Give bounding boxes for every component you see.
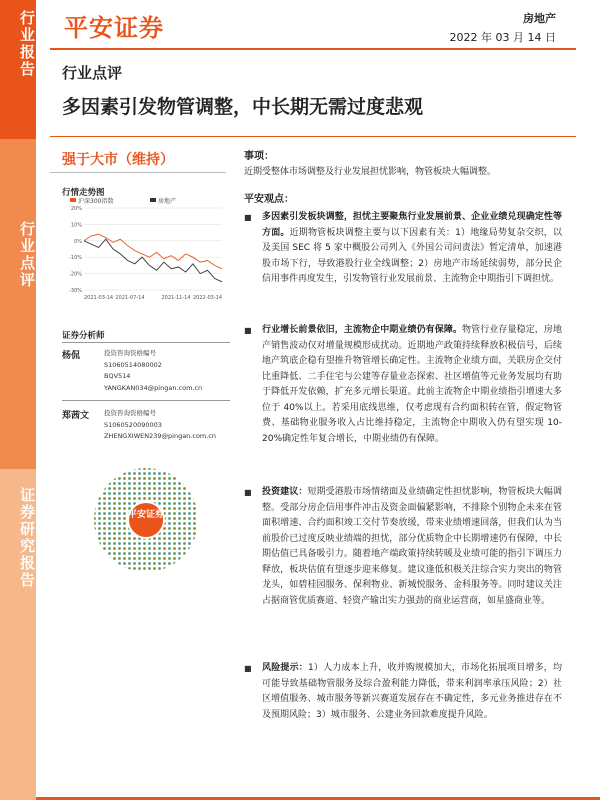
side-band-report: [0, 0, 36, 139]
series-line-sector: [84, 239, 222, 282]
side-label-type: 行业点评: [18, 221, 36, 289]
point-lead: 投资建议：: [262, 487, 308, 497]
report-type: 行业点评: [62, 64, 123, 82]
analyst-email[interactable]: ZHENGXIWEN239@pingan.com.cn: [104, 432, 217, 440]
rating-label: 强于大市（维持）: [62, 152, 174, 168]
y-tick-label: -20%: [69, 271, 82, 278]
side-band-research: [0, 469, 36, 800]
analyst-info: [104, 348, 202, 394]
analyst-info: [104, 408, 216, 443]
point-text: 短期受港股市场情绪面及业绩确定性担忧影响，物管板块大幅调整。受部分房企信用事件冲击及资金面偏紧影响，不排除个别物企未来在管面积增速、合约面积竣工交付节奏放缓，带来业绩增速回落，但我们认为当前股价已过度反映业绩端的担忧，部分优质物企中长期增速仍有保障，中长期估值已具备吸引力。随着地产端政策持续转暖及业绩可能的指引下调压力释放，板块估值有望逐步迎来修复。建议逢低积极关注综合实力突出的物管龙头，如碧桂园服务、保利物业、新城悦服务、金科服务等。同时建议关注占据商管优质赛道、轻资产输出实力强劲的商业运营商，如星盛商业等。: [262, 487, 562, 606]
analyst-name: 郑茜文: [62, 411, 90, 421]
report-date: 2022 年 03 月 14 日: [449, 31, 556, 44]
point-lead: 风险提示：: [262, 663, 308, 673]
analyst-divider: [62, 342, 230, 343]
analyst-cert-label: 投资咨询资格编号: [104, 349, 156, 357]
rating-divider: [50, 172, 226, 173]
title-divider: [50, 136, 576, 137]
chart-title: 行情走势图: [62, 188, 105, 198]
point-paragraph: [262, 210, 562, 288]
views-title: 平安观点：: [244, 194, 294, 205]
qr-center: [129, 503, 163, 537]
events-title: 事项：: [244, 151, 274, 162]
legend-label-index: 沪深300指数: [78, 198, 114, 205]
header-divider: [50, 48, 576, 50]
point-lead: 多因素引发板块调整，担忧主要聚焦行业发展前景、企业业绩兑现确定性等方面。: [262, 212, 562, 238]
y-tick-label: 0%: [74, 238, 82, 245]
qr-code[interactable]: [92, 466, 200, 574]
side-label-research: 证券研究报告: [18, 487, 36, 589]
analyst-divider: [62, 400, 230, 401]
x-tick-label: 2021-07-14: [115, 295, 145, 301]
events-text: 近期受整体市场调整及行业发展担忧影响，物管板块大幅调整。: [244, 166, 497, 177]
x-tick-label: 2021-11-14: [161, 295, 191, 301]
industry-label: 房地产: [523, 12, 556, 25]
point-paragraph: [262, 323, 562, 447]
company-logo: 平安证券: [64, 13, 164, 42]
price-chart: [62, 196, 230, 304]
y-tick-label: 10%: [70, 222, 82, 229]
point-paragraph: [262, 485, 562, 609]
analyst-section-title: 证券分析师: [62, 331, 105, 341]
y-tick-label: 20%: [70, 206, 82, 212]
side-band-type: [0, 139, 36, 469]
bullet-icon: ■: [244, 664, 252, 673]
legend-label-sector: 房地产: [158, 198, 177, 205]
x-tick-label: 2022-03-14: [192, 295, 222, 301]
x-tick-label: 2021-03-14: [84, 295, 114, 301]
bullet-icon: ■: [244, 213, 252, 222]
analyst-id: BQV514: [104, 372, 131, 380]
analyst-cert-label: 投资咨询资格编号: [104, 409, 156, 417]
point-text: 1）人力成本上升，收并购规模加大，市场化拓展项目增多，均可能导致基础物管服务及综合盈利能力降低，带来利润率承压风险；2）社区增值服务、城市服务等新兴赛道发展存在不确定性，多元业务推进存在不及预期风险；3）城市服务、公建业务回款难度提升风险。: [262, 663, 562, 720]
legend-swatch-sector: [150, 198, 156, 202]
events-section: [244, 149, 562, 180]
analyst-email[interactable]: YANGKAN034@pingan.com.cn: [104, 383, 203, 392]
side-label-report: 行业报告: [18, 10, 36, 78]
bullet-icon: ■: [244, 488, 252, 497]
series-line-index: [84, 234, 222, 269]
legend-swatch-index: [70, 198, 76, 202]
analyst-name: 杨侃: [62, 351, 81, 361]
bullet-icon: ■: [244, 326, 252, 335]
analyst-cert-no: S1060520090003: [104, 420, 162, 429]
report-title: 多因素引发物管调整，中长期无需过度悲观: [62, 96, 424, 118]
y-tick-label: -30%: [69, 288, 82, 294]
point-text: 物管行业存量稳定，房地产销售波动仅对增量规模形成扰动。近期地产政策持续释放积极信号，后续地产筑底企稳有望推升物管增长确定性。主流物企业绩方面，关联房企交付比重降低、二手住宅与公建等存量业态探索、社区增值等元业务发展均有助于降低开发依赖，扩充多元增长渠道。此前主流物企中期业绩指引增速大多位于 40%以上。若采用底线思维，仅考虑现有合约面积转在管，假定物管费、基础物业服务收入占比维持稳定，主流物企中期收入仍有望实现 10-20%确定性年复合增长，中期业绩仍有保障。: [262, 325, 562, 444]
analyst-cert-no: S1060514080002: [104, 360, 162, 369]
qr-logo-text: 平安证券: [127, 510, 165, 520]
y-tick-label: -10%: [69, 255, 82, 262]
point-lead: 行业增长前景依旧，主流物企中期业绩仍有保障。: [262, 325, 463, 335]
point-paragraph: [262, 661, 562, 723]
point-text: 近期物管板块调整主要与以下因素有关：1）地缘局势复杂交织，以及美国 SEC 将 5 家中概股公司列入《外国公司问责法》暂定清单，加速港股市场下行，导致港股行业全线调整；2）房地产市场延续弱势，部分民企信用事件再度发生，引发物管行业发展前景、主流物企中期指引下调担忧。: [262, 227, 562, 284]
